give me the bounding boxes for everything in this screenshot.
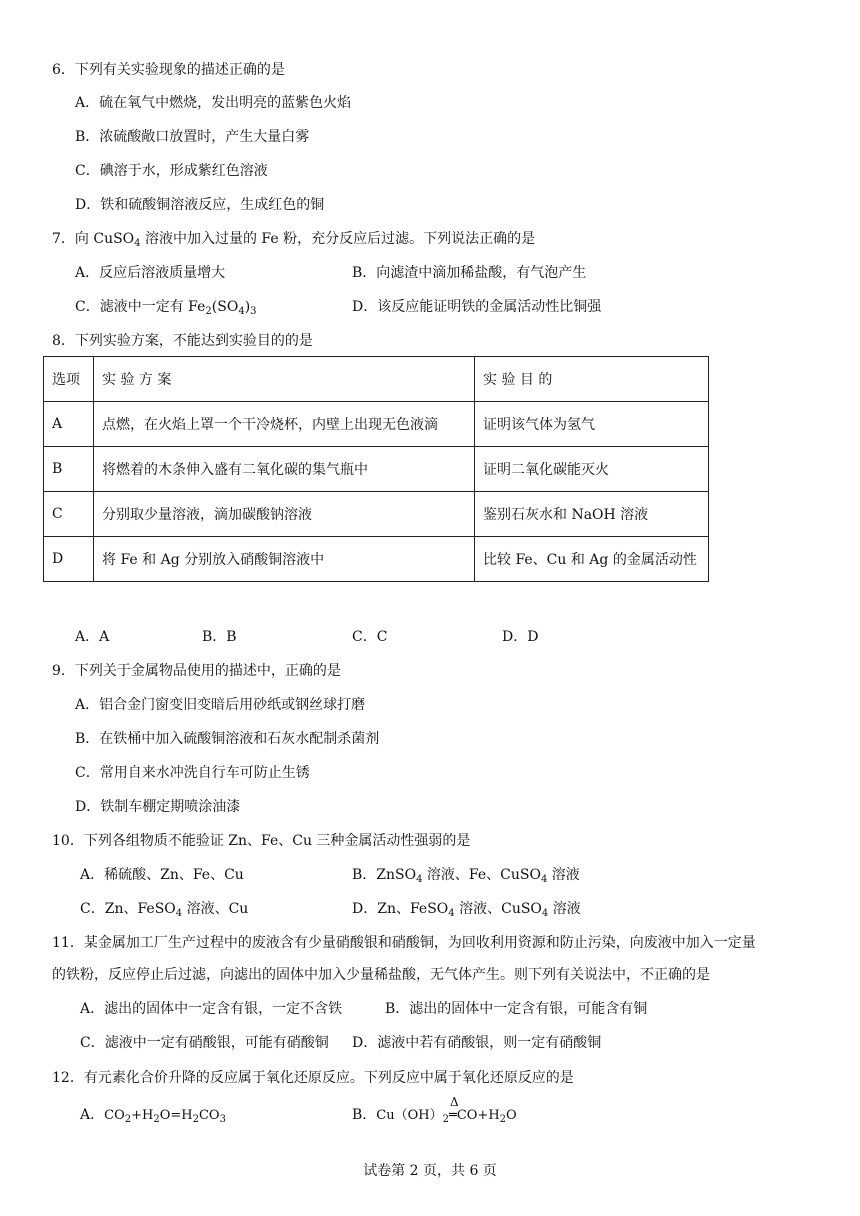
q6-option-d: D．铁和硫酸铜溶液反应，生成红色的铜 [75,197,325,213]
q9-option-b: B．在铁桶中加入硫酸铜溶液和石灰水配制杀菌剂 [75,731,380,747]
table-row [44,537,709,582]
q9-option-c: C．常用自来水冲洗自行车可防止生锈 [75,765,310,781]
header-option: 选项 [44,357,94,402]
q7-option-c: C．滤液中一定有 $Fe_2(SO_4)_3$ [75,299,257,317]
q6-option-b: B．浓硫酸敞口放置时，产生大量白雾 [75,129,310,145]
row-option: A [44,402,94,447]
row-option: D [44,537,94,582]
q6-option-c: C．碘溶于水，形成紫红色溶液 [75,163,268,179]
table-row [44,402,709,447]
q11-option-b: B．滤出的固体中一定含有银，可能含有铜 [385,1001,648,1017]
row-purpose: 证明二氧化碳能灭火 [475,447,709,492]
row-plan: 分别取少量溶液，滴加碳酸钠溶液 [94,492,475,537]
q8-option-d: D．D [502,629,539,645]
heat-delta-symbol: Δ [450,1095,459,1109]
q7-option-d: D．该反应能证明铁的金属活动性比铜强 [352,299,602,315]
q11-stem-line1: 11．某金属加工厂生产过程中的废液含有少量硝酸银和硝酸铜，为回收利用资源和防止污染，向废液中加入一定量 [52,935,756,951]
q12-option-b: B．$Cu(OH)_2$ Δ $═CO+H_2O$ [352,1095,517,1125]
q8-stem: 8．下列实验方案，不能达到实验目的的是 [52,333,313,349]
experiment-table [43,356,709,582]
q9-option-a: A．铝合金门窗变旧变暗后用砂纸或钢丝球打磨 [75,697,366,713]
q8-option-b: B．B [202,629,237,645]
q10-option-c: C．Zn、FeSO$_4$ 溶液、Cu [80,901,249,919]
row-purpose: 比较 Fe、Cu 和 Ag 的金属活动性 [475,537,709,582]
q12-equation-b: $Cu(OH)_2$ Δ $═CO+H_2O$ [376,1095,517,1125]
q10-option-b: B．ZnSO$_4$ 溶液、Fe、CuSO$_4$ 溶液 [352,867,580,885]
row-option: C [44,492,94,537]
row-plan: 点燃，在火焰上罩一个干冷烧杯，内壁上出现无色液滴 [94,402,475,447]
page-footer: 试卷第 2 页，共 6 页 [363,1163,497,1179]
q10-option-a: A．稀硫酸、Zn、Fe、Cu [80,867,244,883]
header-purpose: 实 验 目 的 [475,357,709,402]
q12-stem: 12．有元素化合价升降的反应属于氧化还原反应。下列反应中属于氧化还原反应的是 [52,1070,574,1086]
table-row [44,492,709,537]
row-purpose: 证明该气体为氢气 [475,402,709,447]
row-option: B [44,447,94,492]
header-plan: 实 验 方 案 [94,357,475,402]
q7-option-a: A．反应后溶液质量增大 [75,265,226,281]
q11-option-d: D．滤液中若有硝酸银，则一定有硝酸铜 [352,1035,602,1051]
q10-option-d: D．Zn、FeSO$_4$ 溶液、CuSO$_4$ 溶液 [352,901,581,919]
table-row [44,447,709,492]
q11-option-c: C．滤液中一定有硝酸银，可能有硝酸铜 [80,1035,329,1051]
q6-option-a: A．硫在氧气中燃烧，发出明亮的蓝紫色火焰 [75,95,352,111]
q9-stem: 9．下列关于金属物品使用的描述中，正确的是 [52,663,341,679]
q12-option-a: A．$CO_2+H_2O=H_2CO_3$ [80,1107,226,1125]
q7-stem: 7．向 CuSO$_4$ 溶液中加入过量的 Fe 粉，充分反应后过滤。下列说法正确的是 [52,231,536,249]
q12-equation-a: $CO_2+H_2O=H_2CO_3$ [104,1108,226,1125]
table-header-row [44,357,709,402]
row-purpose: 鉴别石灰水和 NaOH 溶液 [475,492,709,537]
q11-stem-line2: 的铁粉，反应停止后过滤，向滤出的固体中加入少量稀盐酸，无气体产生。则下列有关说法中，不正确的是 [52,967,710,983]
q6-stem: 6．下列有关实验现象的描述正确的是 [52,62,285,78]
row-plan: 将燃着的木条伸入盛有二氧化碳的集气瓶中 [94,447,475,492]
q9-option-d: D．铁制车棚定期喷涂油漆 [75,799,241,815]
row-plan: 将 Fe 和 Ag 分别放入硝酸铜溶液中 [94,537,475,582]
q7-option-b: B．向滤渣中滴加稀盐酸，有气泡产生 [352,265,587,281]
q11-option-a: A．滤出的固体中一定含有银，一定不含铁 [80,1001,343,1017]
q8-option-c: C．C [352,629,388,645]
q10-stem: 10．下列各组物质不能验证 Zn、Fe、Cu 三种金属活动性强弱的是 [52,833,471,849]
q8-option-a: A．A [75,629,110,645]
